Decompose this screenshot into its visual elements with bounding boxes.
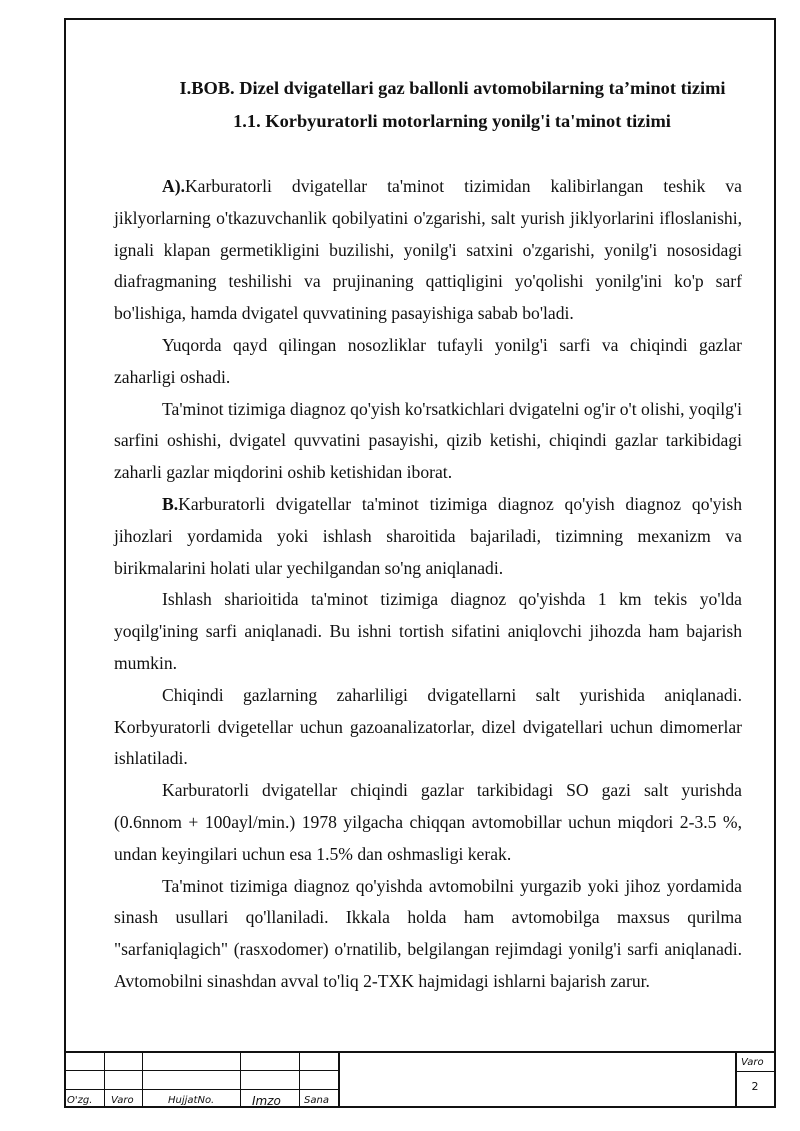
stamp-line <box>338 1051 340 1108</box>
section-title: 1.1. Korbyuratorli motorlarning yonilg'i ta'minot tizimi <box>233 111 671 131</box>
stamp-label-sheet: Varo <box>111 1095 134 1106</box>
paragraph-text: Yuqorda qayd qilingan nosozliklar tufayli yonilg'i sarfi va chiqindi gazlar zaharligi oshadi. <box>114 334 742 387</box>
stamp-line <box>142 1051 143 1108</box>
paragraph-text: Ta'minot tizimiga diagnoz qo'yishda avtomobilni yurgazib yoki jihoz yordamida sinash usullari qo'llaniladi. Ikkala holda ham avtomobilga maxsus qurilma "sarfaniqlagich" (rasxodomer) o'rnatilib, belgilangan rejimdagi yonilg'i sarfi aniqlanadi. Avtomobilni sinashdan avval to'liq 2-TXK hajmidagi ishlarni bajarish zarur. <box>114 875 742 991</box>
stamp-line <box>736 1071 776 1072</box>
paragraph <box>114 394 742 489</box>
stamp-line <box>104 1051 105 1108</box>
stamp-line <box>64 1089 339 1090</box>
paragraph-text: Chiqindi gazlarning zaharliligi dvigatellarni salt yurishida aniqlanadi. Korbyuratorli dvigetellar uchun gazoanalizatorlar, dizel dvigatellari uchun dimomerlar ishlatiladi. <box>114 684 742 769</box>
stamp-label-date: Sana <box>304 1095 329 1106</box>
paragraph <box>114 171 742 330</box>
paragraph <box>114 584 742 679</box>
stamp-line <box>299 1051 300 1108</box>
stamp-line <box>64 1070 339 1071</box>
paragraph <box>114 330 742 394</box>
paragraph <box>114 871 742 998</box>
paragraph <box>114 489 742 584</box>
paragraph-text: Karburatorli dvigatellar chiqindi gazlar tarkibidagi SO gazi salt yurishda (0.6nnom + 100ayl/min.) 1978 yilgacha chiqqan avtomobillar uchun miqdori 2-3.5 %, undan keyingilari uchun esa 1.5% dan oshmasligi kerak. <box>114 780 742 864</box>
stamp-line <box>240 1051 241 1108</box>
paragraph-lead: A). <box>162 176 185 196</box>
paragraph-text: Karburatorli dvigatellar ta'minot tizimiga diagnoz qo'yish diagnoz qo'yish jihozlari yordamida yoki ishlash sharoitida bajariladi, tizimning mexanizm va birikmalarini holati ular yechilgandan so'ng aniqlanadi. <box>114 493 742 578</box>
stamp-label-document: HujjatNo. <box>168 1095 215 1106</box>
stamp-label-change: O'zg. <box>67 1095 93 1106</box>
stamp-label-signature: Imzo <box>252 1094 281 1108</box>
paragraph-lead: B. <box>162 493 179 514</box>
paragraph <box>114 680 742 775</box>
chapter-title: I.BOB. Dizel dvigatellari gaz ballonli avtomobilarning ta’minot tizimi <box>179 78 726 98</box>
stamp-line <box>64 1051 776 1053</box>
paragraph <box>114 775 742 870</box>
paragraph-text: Karburatorli dvigatellar ta'minot tizimidan kalibirlangan teshik va jiklyorlarning o'tkazuvchanlik qobilyatini o'zgarishi, salt yurish jiklyorlarini ifloslanishi, ignali klapan germetikligini buzilishi, yonilg'i satxini o'zgarishi, yonilg'i nososidagi diafragmaning teshilishi va prujinaning qattiqligini yo'qolishi yonilg'ini ko'p sarf bo'lishiga, hamda dvigatel quvvatining pasayishiga sabab bo'ladi. <box>114 176 742 324</box>
body-text <box>114 171 742 998</box>
title-block <box>64 1051 776 1108</box>
sheet-label: Varo <box>741 1057 764 1068</box>
paragraph-text: Ishlash sharioitida ta'minot tizimiga diagnoz qo'yishda 1 km tekis yo'lda yoqilg'ining sarfi aniqlanadi. Bu ishni tortish sifatini aniqlovchi jihozda ham bajarish mumkin. <box>114 589 742 673</box>
page-number: 2 <box>751 1080 759 1093</box>
paragraph-text: Ta'minot tizimiga diagnoz qo'yish ko'rsatkichlari dvigatelni og'ir o't olishi, yoqilg'i sarfini oshishi, dvigatel quvvatini pasayishi, qizib ketishi, chiqindi gazlar tarkibidagi zaharli gazlar miqdorini oshib ketishidan iborat. <box>114 398 742 483</box>
